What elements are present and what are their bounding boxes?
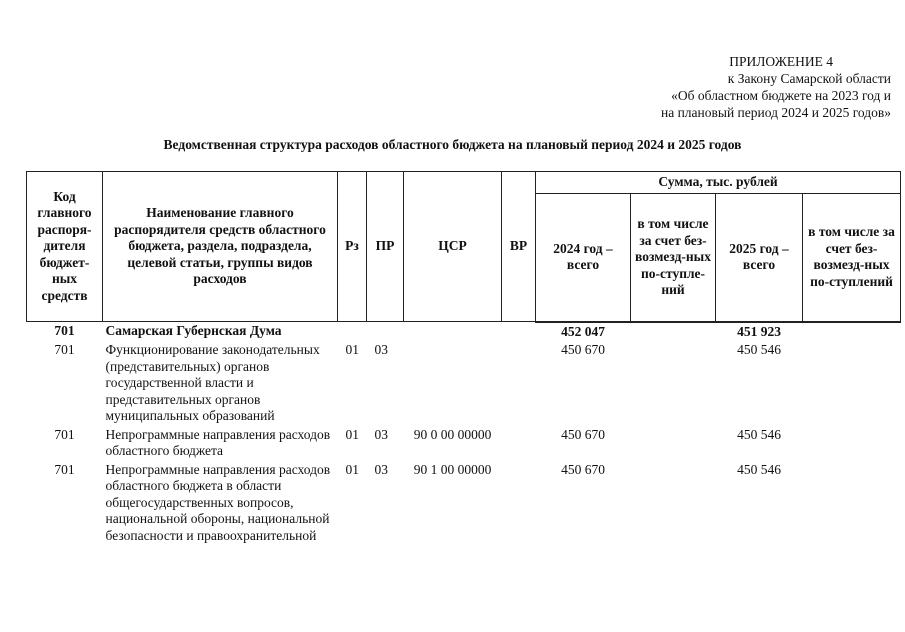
cell-2024-grants [631, 426, 716, 461]
cell-code: 701 [54, 461, 75, 477]
document-title-text: Ведомственная структура расходов областного бюджета на плановый период 2024 и 2025 годов [163, 137, 742, 152]
cell-2024-total: 450 670 [561, 342, 605, 357]
cell-2025-grants [803, 341, 901, 426]
cell-name: Непрограммные направления расходов областного бюджета [105, 426, 331, 458]
cell-code: 701 [54, 426, 75, 442]
header-rz: Рз [338, 172, 367, 322]
cell-pr [367, 322, 404, 342]
header-pr: ПР [367, 172, 404, 322]
cell-rz: 01 [345, 461, 359, 477]
cell-2024-grants [631, 461, 716, 546]
cell-rz [338, 322, 367, 342]
cell-csr [404, 322, 502, 342]
header-code: Код главного распоря-дителя бюджет-ных средств [27, 172, 103, 322]
cell-2024-total: 450 670 [561, 461, 605, 477]
cell-name: Самарская Губернская Дума [105, 323, 282, 338]
header-vr: ВР [502, 172, 536, 322]
cell-2025-total: 450 546 [737, 426, 781, 442]
cell-csr: 90 0 00 00000 [413, 426, 492, 442]
appendix-title: ПРИЛОЖЕНИЕ 4 [729, 54, 833, 69]
header-2024-total: 2024 год – всего [536, 194, 631, 322]
cell-vr [502, 322, 536, 342]
table-row [27, 426, 901, 461]
cell-2025-total: 450 546 [737, 461, 781, 477]
cell-2024-grants [631, 322, 716, 342]
budget-table [26, 171, 901, 545]
cell-2024-grants [631, 341, 716, 426]
appendix-block [451, 53, 891, 121]
header-2024-grants: в том числе за счет без-возмезд-ных по-ступле-ний [631, 194, 716, 322]
appendix-line: на плановый период 2024 и 2025 годов» [660, 105, 891, 120]
table-row [27, 322, 901, 342]
cell-2025-grants [803, 461, 901, 546]
document-title [0, 137, 905, 153]
cell-pr: 03 [374, 461, 388, 477]
cell-pr: 03 [374, 342, 388, 357]
cell-vr [502, 461, 536, 546]
cell-code: 701 [54, 323, 75, 338]
cell-2025-grants [803, 426, 901, 461]
header-csr: ЦСР [404, 172, 502, 322]
cell-csr: 90 1 00 00000 [413, 461, 492, 477]
header-2025-grants: в том числе за счет без-возмезд-ных по-ступлений [803, 194, 901, 322]
cell-csr [404, 341, 502, 426]
cell-2025-grants [803, 322, 901, 342]
table-row [27, 461, 901, 546]
cell-rz: 01 [345, 426, 359, 442]
appendix-line: к Закону Самарской области [727, 71, 891, 86]
cell-name: Функционирование законодательных (представительных) органов государственной власти и представительных органов муниципальных образований [105, 342, 320, 423]
cell-rz: 01 [345, 342, 359, 357]
header-sum-group: Сумма, тыс. рублей [536, 172, 901, 194]
cell-name: Непрограммные направления расходов областного бюджета в области общегосударственных вопросов, национальной обороны, национальной безопасности и правоохранительной [105, 461, 331, 543]
header-2025-total: 2025 год – всего [716, 194, 803, 322]
table-row [27, 341, 901, 426]
appendix-line: «Об областном бюджете на 2023 год и [671, 88, 891, 103]
cell-vr [502, 341, 536, 426]
cell-2024-total: 452 047 [561, 323, 605, 339]
cell-pr: 03 [374, 426, 388, 442]
cell-vr [502, 426, 536, 461]
cell-2025-total: 451 923 [737, 323, 781, 339]
cell-2024-total: 450 670 [561, 426, 605, 442]
cell-2025-total: 450 546 [737, 342, 781, 357]
cell-code: 701 [54, 342, 75, 357]
header-name: Наименование главного распорядителя средств областного бюджета, раздела, подраздела, целевой статьи, группы видов расходов [103, 172, 338, 322]
